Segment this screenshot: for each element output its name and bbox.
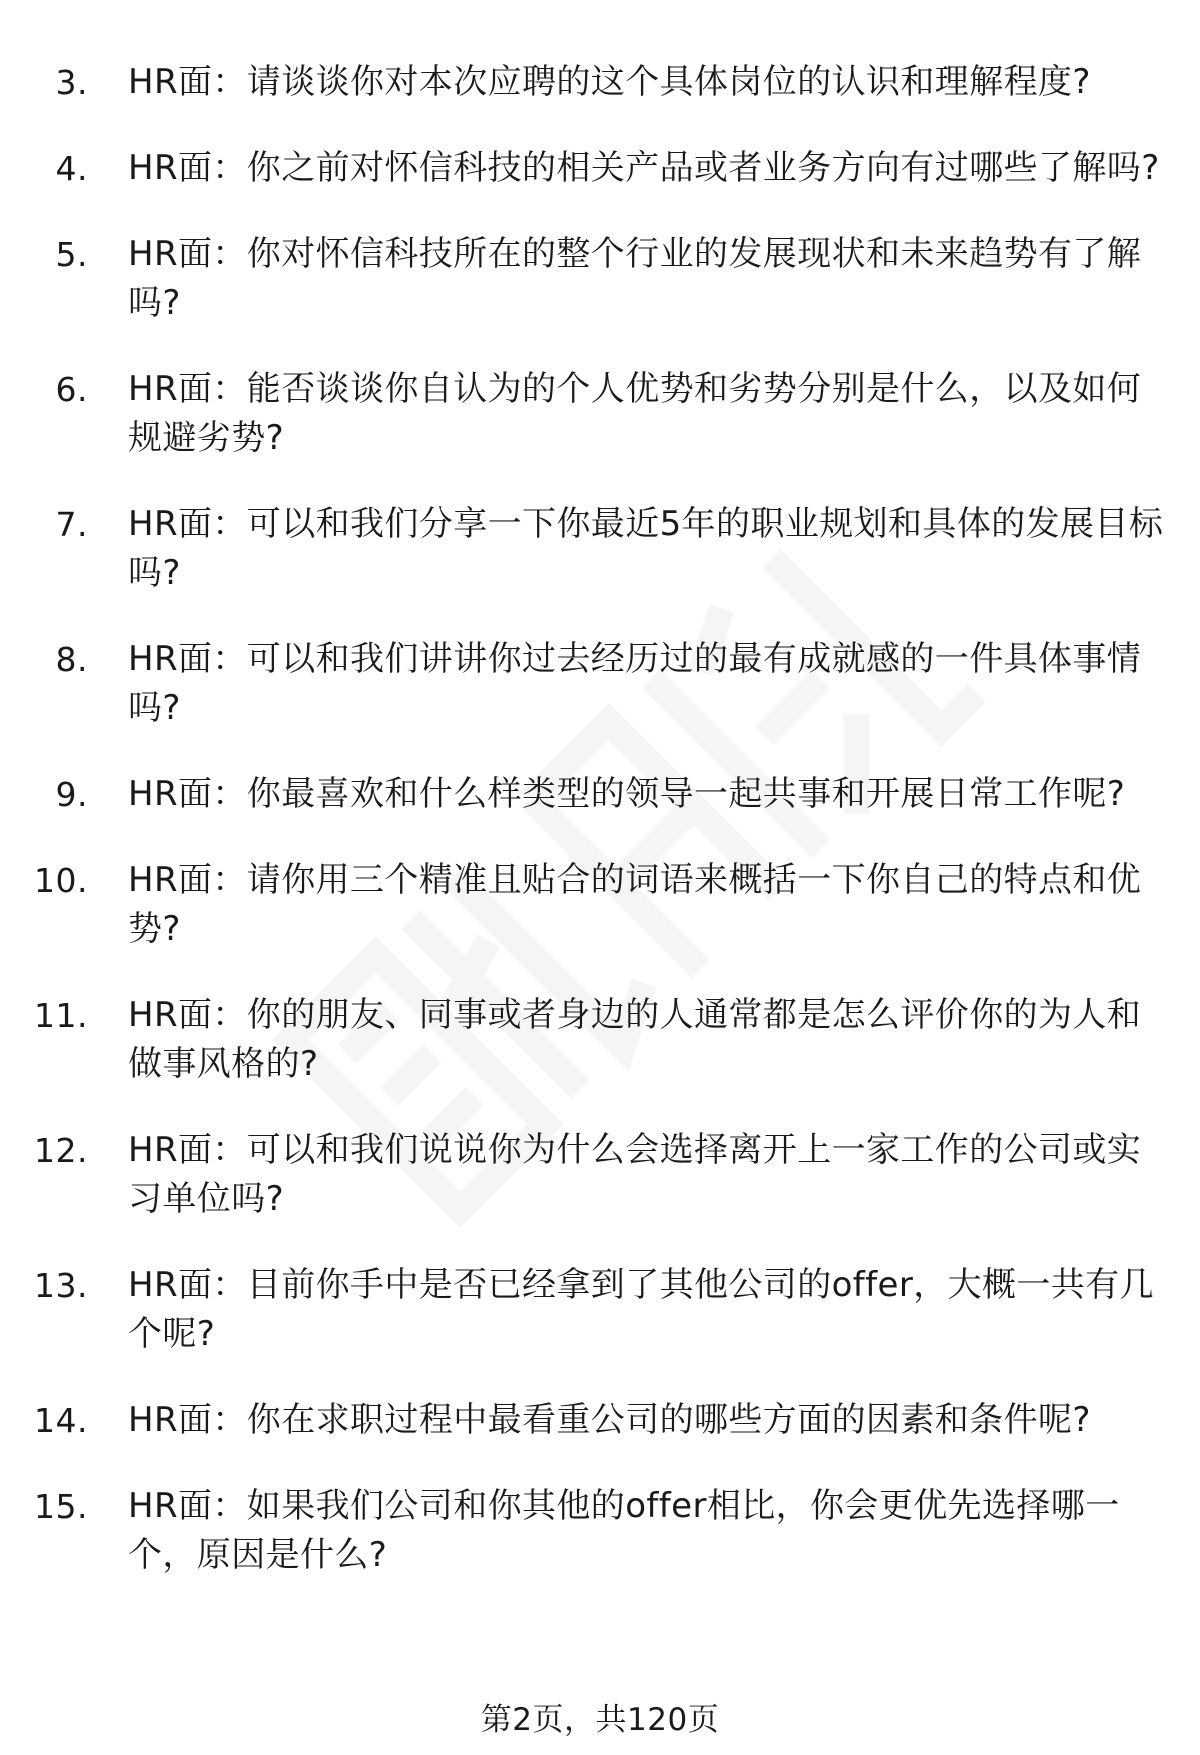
question-number: 15. <box>34 1487 88 1526</box>
question-prefix: HR面： <box>128 234 247 274</box>
question-number: 6. <box>55 370 88 409</box>
question-prefix: HR面： <box>128 1130 247 1170</box>
question-text <box>128 1482 1173 1580</box>
question-text <box>128 1261 1173 1359</box>
question-list <box>0 58 1200 1617</box>
question-prefix: HR面： <box>128 62 247 102</box>
list-item <box>0 1482 1200 1580</box>
question-text <box>128 770 1173 819</box>
list-item <box>0 58 1200 107</box>
question-text <box>128 991 1173 1089</box>
list-item <box>0 635 1200 733</box>
question-text <box>128 58 1173 107</box>
question-number: 11. <box>34 996 88 1035</box>
question-text <box>128 500 1173 598</box>
question-number: 7. <box>55 505 88 544</box>
question-number: 9. <box>55 775 88 814</box>
list-item <box>0 856 1200 954</box>
question-number: 10. <box>34 861 88 900</box>
question-number: 14. <box>34 1401 88 1440</box>
question-text <box>128 1396 1173 1445</box>
page-number-label: 第2页，共120页 <box>480 1702 720 1738</box>
question-number: 13. <box>34 1266 88 1305</box>
question-number: 3. <box>55 63 88 102</box>
question-text <box>128 856 1173 954</box>
list-item <box>0 500 1200 598</box>
question-content: 如果我们公司和你其他的offer相比，你会更优先选择哪一个，原因是什么? <box>128 1486 1120 1575</box>
question-number: 8. <box>55 640 88 679</box>
question-prefix: HR面： <box>128 995 247 1035</box>
question-content: 能否谈谈你自认为的个人优势和劣势分别是什么，以及如何规避劣势? <box>128 369 1142 458</box>
list-item <box>0 1396 1200 1445</box>
question-text <box>128 144 1173 193</box>
question-text <box>128 230 1173 328</box>
question-content: 你最喜欢和什么样类型的领导一起共事和开展日常工作呢? <box>246 774 1126 814</box>
question-prefix: HR面： <box>128 148 247 188</box>
question-number: 5. <box>55 235 88 274</box>
question-prefix: HR面： <box>128 504 247 544</box>
list-item <box>0 1261 1200 1359</box>
question-content: 你对怀信科技所在的整个行业的发展现状和未来趋势有了解吗? <box>128 234 1142 323</box>
question-text <box>128 635 1173 733</box>
list-item <box>0 770 1200 819</box>
page-footer <box>0 1700 1200 1740</box>
question-prefix: HR面： <box>128 774 247 814</box>
question-prefix: HR面： <box>128 1400 247 1440</box>
question-prefix: HR面： <box>128 1486 247 1526</box>
list-item <box>0 1126 1200 1224</box>
question-prefix: HR面： <box>128 369 247 409</box>
question-number: 12. <box>34 1131 88 1170</box>
list-item <box>0 144 1200 193</box>
question-text <box>128 1126 1173 1224</box>
question-content: 请谈谈你对本次应聘的这个具体岗位的认识和理解程度? <box>246 62 1091 102</box>
question-text <box>128 365 1173 463</box>
question-prefix: HR面： <box>128 860 247 900</box>
question-content: 请你用三个精准且贴合的词语来概括一下你自己的特点和优势? <box>128 860 1142 949</box>
list-item <box>0 365 1200 463</box>
list-item <box>0 230 1200 328</box>
question-prefix: HR面： <box>128 1265 247 1305</box>
question-number: 4. <box>55 149 88 188</box>
question-content: 可以和我们讲讲你过去经历过的最有成就感的一件具体事情吗? <box>128 639 1142 728</box>
question-content: 你的朋友、同事或者身边的人通常都是怎么评价你的为人和做事风格的? <box>128 995 1142 1084</box>
question-content: 可以和我们分享一下你最近5年的职业规划和具体的发展目标吗? <box>128 504 1164 593</box>
question-content: 可以和我们说说你为什么会选择离开上一家工作的公司或实习单位吗? <box>128 1130 1142 1219</box>
question-content: 你之前对怀信科技的相关产品或者业务方向有过哪些了解吗? <box>246 148 1160 188</box>
question-prefix: HR面： <box>128 639 247 679</box>
question-content: 目前你手中是否已经拿到了其他公司的offer，大概一共有几个呢? <box>128 1265 1155 1354</box>
list-item <box>0 991 1200 1089</box>
question-content: 你在求职过程中最看重公司的哪些方面的因素和条件呢? <box>246 1400 1091 1440</box>
